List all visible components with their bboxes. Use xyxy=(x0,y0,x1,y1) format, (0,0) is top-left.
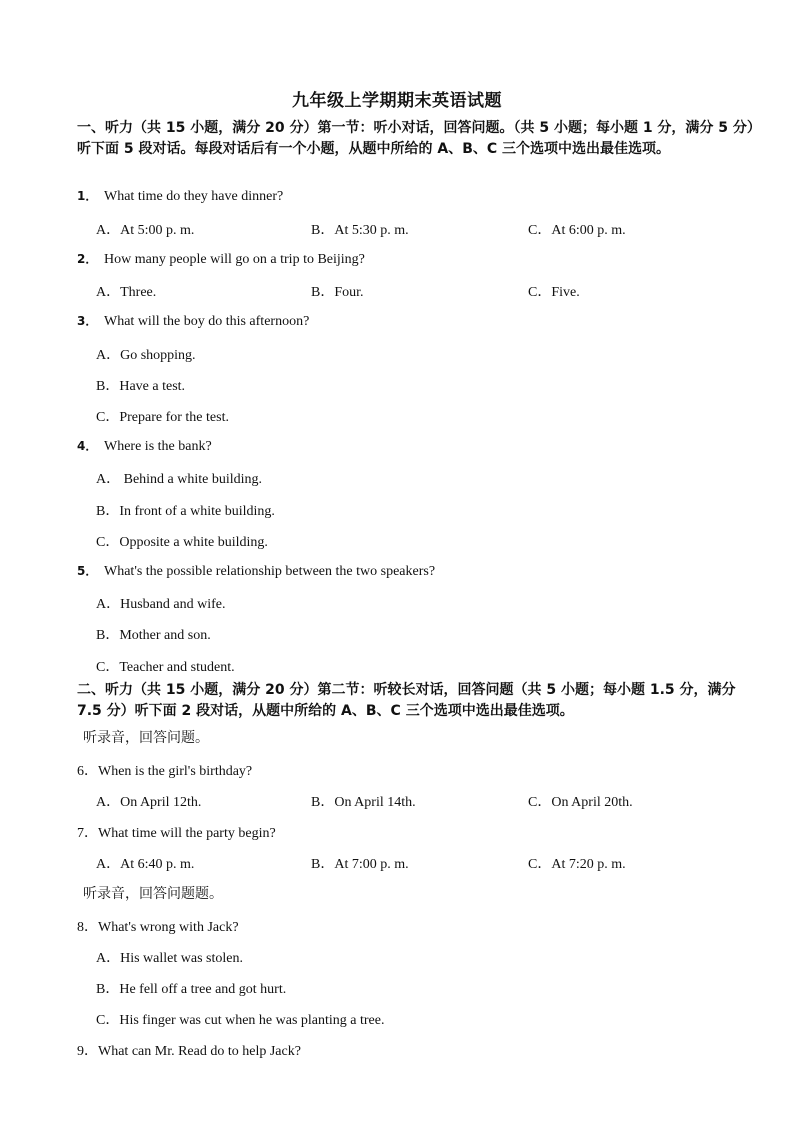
option-a: A．At 5:00 p. m. xyxy=(96,223,195,238)
option-a: A．Go shopping. xyxy=(96,348,196,363)
question-text: What time will the party begin? xyxy=(98,826,276,841)
question-number: 7． xyxy=(77,826,98,841)
option-b: B．In front of a white building. xyxy=(96,504,275,519)
question-8 xyxy=(77,916,239,936)
question-7 xyxy=(77,822,276,842)
instruction-note: 听录音，回答问题。 xyxy=(83,730,209,746)
question-6 xyxy=(77,760,252,780)
option-b: B．Four. xyxy=(311,285,364,300)
question-number: 3． xyxy=(77,314,98,328)
question-number: 8． xyxy=(77,920,98,935)
option-a: A．On April 12th. xyxy=(96,795,202,810)
question-number: 1． xyxy=(77,189,98,203)
option-a: A．Three. xyxy=(96,285,157,300)
question-number: 9． xyxy=(77,1044,98,1059)
option-b: B．On April 14th. xyxy=(311,795,416,810)
option-b: B．Mother and son. xyxy=(96,628,211,643)
question-1 xyxy=(77,187,283,205)
question-3 xyxy=(77,312,309,330)
section-1-heading: 一、听力（共 15 小题，满分 20 分）第一节：听小对话，回答问题。（共 5 小题；每小题 1 分，满分 5 分）听下面 5 段对话。每段对话后有一个小题，从题中所给的 A、B、C 三个选项中选出最佳选项。 xyxy=(77,120,754,157)
question-number: 2． xyxy=(77,252,98,266)
question-text: Where is the bank? xyxy=(104,439,212,454)
question-text: What will the boy do this afternoon? xyxy=(104,314,310,329)
option-c: C．Opposite a white building. xyxy=(96,535,268,550)
option-c: C．At 7:20 p. m. xyxy=(528,857,626,872)
question-text: How many people will go on a trip to Beijing? xyxy=(104,252,365,267)
page-title: 九年级上学期期末英语试题 xyxy=(292,91,502,111)
option-a: A．Husband and wife. xyxy=(96,597,226,612)
question-number: 4． xyxy=(77,439,98,453)
question-text: What's wrong with Jack? xyxy=(98,920,239,935)
instruction-note: 听录音，回答问题题。 xyxy=(83,886,223,902)
option-b: B．Have a test. xyxy=(96,379,186,394)
option-b: B．At 5:30 p. m. xyxy=(311,223,409,238)
option-c: C．Teacher and student. xyxy=(96,660,235,675)
option-a: A．His wallet was stolen. xyxy=(96,951,243,966)
question-2 xyxy=(77,250,365,268)
option-a: A．At 6:40 p. m. xyxy=(96,857,195,872)
option-c: C．Five. xyxy=(528,285,580,300)
question-4 xyxy=(77,437,212,455)
option-b: B．At 7:00 p. m. xyxy=(311,857,409,872)
question-text: What's the possible relationship between the two speakers? xyxy=(104,564,436,579)
option-c: C．At 6:00 p. m. xyxy=(528,223,626,238)
question-text: When is the girl's birthday? xyxy=(98,764,253,779)
question-number: 6． xyxy=(77,764,98,779)
question-5 xyxy=(77,562,435,580)
option-c: C．On April 20th. xyxy=(528,795,633,810)
option-c: C．His finger was cut when he was planting a tree. xyxy=(96,1013,385,1028)
question-number: 5． xyxy=(77,564,98,578)
option-c: C．Prepare for the test. xyxy=(96,410,229,425)
section-2-heading: 二、听力（共 15 小题，满分 20 分）第二节：听较长对话，回答问题（共 5 小题；每小题 1.5 分，满分 7.5 分）听下面 2 段对话，从题中所给的 A、B、C 三个选项中选出最佳选项。 xyxy=(77,682,736,719)
option-b: B．He fell off a tree and got hurt. xyxy=(96,982,287,997)
question-text: What time do they have dinner? xyxy=(104,189,284,204)
question-9 xyxy=(77,1040,301,1060)
option-a: A． Behind a white building. xyxy=(96,472,263,487)
question-text: What can Mr. Read do to help Jack? xyxy=(98,1044,301,1059)
